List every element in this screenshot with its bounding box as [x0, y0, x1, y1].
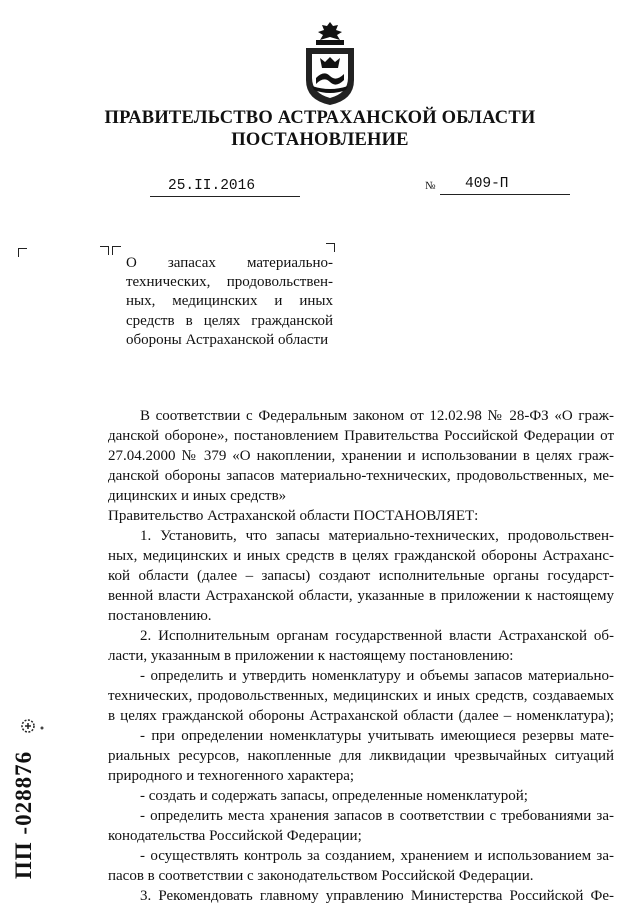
body-line: ласти, указанным в приложении к настоящему постановлению: [108, 648, 514, 664]
body-line: - определить места хранения запасов в соответствии с требованиями за- [140, 808, 614, 824]
corner-mark-left [18, 248, 27, 257]
registration-stamp: ПП -028876 [11, 750, 36, 880]
body-line: риальных ресурсов, накопленные для ликвидации чрезвычайных ситуаций [108, 748, 614, 764]
body-line: постановлению. [108, 608, 212, 624]
body-line: - создать и содержать запасы, определенные номенклатурой; [140, 788, 528, 804]
body-line: - осуществлять контроль за созданием, хранением и использованием за- [140, 848, 614, 864]
document-body [108, 406, 614, 906]
body-line: в целях гражданской обороны Астраханской области (далее – номенклатура); [108, 708, 614, 724]
body-line: технических, продовольственных, медицинских и иных средств, создаваемых [108, 688, 614, 704]
body-line: конодательства Российской Федерации; [108, 828, 362, 844]
government-title: ПРАВИТЕЛЬСТВО АСТРАХАНСКОЙ ОБЛАСТИ [104, 108, 536, 128]
number-label: № [425, 180, 436, 192]
body-line: - определить и утвердить номенклатуру и объемы запасов материально- [140, 668, 614, 684]
body-line: Правительство Астраханской области ПОСТАНОВЛЯЕТ: [108, 508, 479, 524]
body-line: пасов в соответствии с законодательством Российской Федерации. [108, 868, 534, 884]
body-line: ных, медицинских и иных средств в целях гражданской обороны Астраханс- [108, 548, 614, 564]
body-line: природного и техногенного характера; [108, 768, 355, 784]
body-line: 1. Установить, что запасы материально-технических, продовольствен- [140, 528, 614, 544]
document-type-title: ПОСТАНОВЛЕНИЕ [231, 130, 409, 150]
corner-mark [112, 246, 121, 255]
number-underline [440, 194, 570, 195]
body-line: дицинских и иных средств» [108, 488, 287, 504]
body-line: 2. Исполнительным органам государственной власти Астраханской об- [140, 628, 614, 644]
body-line: данской обороны запасов материально-технических, продовольственных, ме- [108, 468, 614, 484]
body-line: данской обороне», постановлением Правительства Российской Федерации от [108, 428, 614, 444]
body-line: кой области (далее – запасы) создают исполнительные органы государст- [108, 568, 614, 584]
corner-mark-right [326, 243, 335, 252]
body-line: венной власти Астраханской области, указанные в приложении к настоящему [108, 588, 614, 604]
body-line: 27.04.2000 № 379 «О накоплении, хранении и использовании в целях граж- [108, 448, 614, 464]
document-number: 409-П [465, 176, 509, 192]
document-date: 25.II.2016 [168, 178, 256, 194]
body-line: 3. Рекомендовать главному управлению Министерства Российской Фе- [140, 888, 614, 904]
corner-mark [100, 246, 109, 255]
document-subject: О запасах материально-технических, продовольствен-ных, медицинских и иных средств в целях гражданской обороны Астраханской области [126, 255, 333, 348]
body-line: В соответствии с Федеральным законом от 12.02.98 № 28-ФЗ «О граж- [140, 408, 614, 424]
body-line: - при определении номенклатуры учитывать имеющиеся резервы мате- [140, 728, 614, 744]
date-underline [150, 196, 300, 197]
coat-of-arms-emblem [298, 20, 362, 106]
seal-mark-icon [20, 716, 48, 736]
